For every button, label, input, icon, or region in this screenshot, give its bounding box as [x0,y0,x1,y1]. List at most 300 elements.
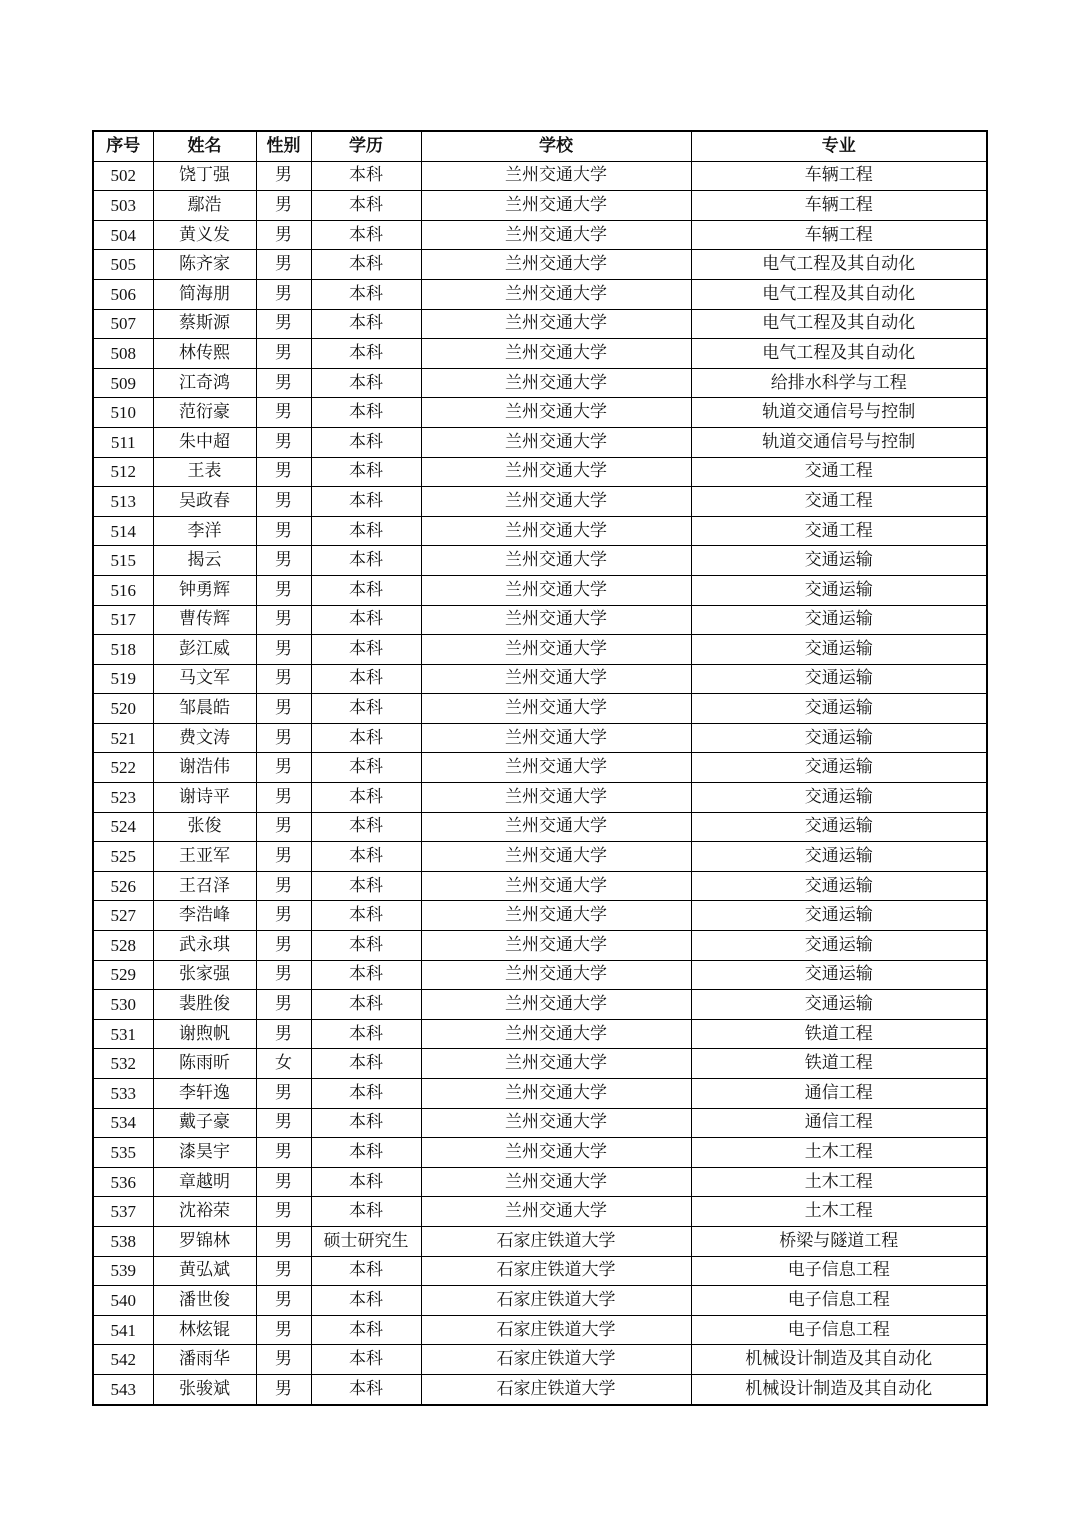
table-row [93,812,987,842]
table-row [93,990,987,1020]
cell-name: 谢煦帆 [153,1019,256,1049]
cell-education: 本科 [311,783,421,813]
cell-gender: 男 [256,368,311,398]
cell-major: 交通工程 [691,487,987,517]
cell-name: 李浩峰 [153,901,256,931]
cell-gender: 男 [256,842,311,872]
table-row [93,753,987,783]
table-row [93,871,987,901]
cell-name: 谢诗平 [153,783,256,813]
cell-name: 王召泽 [153,871,256,901]
cell-gender: 男 [256,575,311,605]
cell-education: 本科 [311,635,421,665]
cell-gender: 男 [256,1345,311,1375]
cell-gender: 男 [256,220,311,250]
table-row [93,368,987,398]
cell-name: 鄢浩 [153,191,256,221]
cell-education: 本科 [311,723,421,753]
cell-major: 车辆工程 [691,191,987,221]
cell-school: 兰州交通大学 [421,250,691,280]
cell-gender: 男 [256,427,311,457]
cell-gender: 男 [256,516,311,546]
cell-major: 交通运输 [691,605,987,635]
cell-major: 交通运输 [691,753,987,783]
cell-serial-no: 516 [93,575,153,605]
cell-gender: 男 [256,309,311,339]
cell-serial-no: 503 [93,191,153,221]
cell-name: 邹晨皓 [153,694,256,724]
table-row [93,309,987,339]
cell-gender: 女 [256,1049,311,1079]
cell-serial-no: 518 [93,635,153,665]
cell-gender: 男 [256,901,311,931]
cell-serial-no: 543 [93,1374,153,1404]
cell-school: 兰州交通大学 [421,664,691,694]
cell-education: 本科 [311,339,421,369]
cell-education: 本科 [311,1138,421,1168]
cell-serial-no: 528 [93,931,153,961]
cell-major: 土木工程 [691,1138,987,1168]
cell-serial-no: 537 [93,1197,153,1227]
header-row [93,131,987,161]
cell-major: 机械设计制造及其自动化 [691,1374,987,1404]
table-row [93,664,987,694]
cell-serial-no: 526 [93,871,153,901]
cell-major: 交通运输 [691,931,987,961]
cell-major: 交通运输 [691,812,987,842]
cell-gender: 男 [256,812,311,842]
cell-name: 潘世俊 [153,1286,256,1316]
table-row [93,427,987,457]
table-row [93,487,987,517]
cell-school: 石家庄铁道大学 [421,1286,691,1316]
cell-major: 电气工程及其自动化 [691,250,987,280]
cell-serial-no: 512 [93,457,153,487]
table-row [93,220,987,250]
cell-serial-no: 531 [93,1019,153,1049]
cell-gender: 男 [256,339,311,369]
cell-education: 本科 [311,191,421,221]
cell-school: 兰州交通大学 [421,694,691,724]
cell-school: 兰州交通大学 [421,1079,691,1109]
cell-gender: 男 [256,694,311,724]
cell-gender: 男 [256,487,311,517]
cell-school: 兰州交通大学 [421,842,691,872]
cell-major: 电子信息工程 [691,1315,987,1345]
cell-gender: 男 [256,1197,311,1227]
cell-school: 兰州交通大学 [421,339,691,369]
table-row [93,635,987,665]
cell-serial-no: 505 [93,250,153,280]
cell-school: 兰州交通大学 [421,398,691,428]
cell-major: 土木工程 [691,1197,987,1227]
cell-education: 本科 [311,1079,421,1109]
cell-education: 本科 [311,398,421,428]
table-row [93,1226,987,1256]
cell-education: 本科 [311,1197,421,1227]
cell-gender: 男 [256,605,311,635]
cell-major: 交通工程 [691,457,987,487]
cell-education: 本科 [311,812,421,842]
cell-name: 钟勇辉 [153,575,256,605]
table-row [93,1374,987,1404]
cell-major: 铁道工程 [691,1049,987,1079]
table-row [93,279,987,309]
cell-gender: 男 [256,635,311,665]
table-row [93,457,987,487]
cell-name: 揭云 [153,546,256,576]
cell-name: 张俊 [153,812,256,842]
cell-serial-no: 519 [93,664,153,694]
cell-name: 章越明 [153,1167,256,1197]
cell-serial-no: 502 [93,161,153,191]
cell-serial-no: 509 [93,368,153,398]
cell-school: 兰州交通大学 [421,279,691,309]
cell-school: 兰州交通大学 [421,457,691,487]
cell-name: 林传熙 [153,339,256,369]
cell-gender: 男 [256,1256,311,1286]
cell-school: 兰州交通大学 [421,871,691,901]
cell-school: 兰州交通大学 [421,368,691,398]
cell-gender: 男 [256,279,311,309]
cell-gender: 男 [256,191,311,221]
table-row [93,931,987,961]
cell-education: 本科 [311,487,421,517]
table-row [93,1345,987,1375]
cell-major: 交通运输 [691,960,987,990]
cell-major: 车辆工程 [691,220,987,250]
table-row [93,575,987,605]
cell-education: 本科 [311,575,421,605]
table-row [93,161,987,191]
cell-serial-no: 538 [93,1226,153,1256]
cell-school: 兰州交通大学 [421,1019,691,1049]
cell-school: 兰州交通大学 [421,1108,691,1138]
cell-school: 兰州交通大学 [421,546,691,576]
cell-serial-no: 527 [93,901,153,931]
cell-serial-no: 524 [93,812,153,842]
cell-name: 马文军 [153,664,256,694]
cell-name: 吴政春 [153,487,256,517]
cell-school: 石家庄铁道大学 [421,1256,691,1286]
cell-major: 桥梁与隧道工程 [691,1226,987,1256]
cell-school: 兰州交通大学 [421,1049,691,1079]
cell-name: 戴子豪 [153,1108,256,1138]
cell-serial-no: 514 [93,516,153,546]
cell-education: 本科 [311,279,421,309]
cell-serial-no: 513 [93,487,153,517]
cell-gender: 男 [256,546,311,576]
cell-school: 兰州交通大学 [421,812,691,842]
cell-education: 本科 [311,250,421,280]
cell-gender: 男 [256,931,311,961]
cell-education: 本科 [311,427,421,457]
cell-name: 彭江威 [153,635,256,665]
cell-major: 交通运输 [691,723,987,753]
table-row [93,339,987,369]
table-row [93,1019,987,1049]
cell-name: 王表 [153,457,256,487]
cell-serial-no: 533 [93,1079,153,1109]
cell-name: 陈雨昕 [153,1049,256,1079]
cell-school: 兰州交通大学 [421,753,691,783]
cell-education: 本科 [311,990,421,1020]
cell-education: 本科 [311,1345,421,1375]
table-row [93,398,987,428]
cell-major: 铁道工程 [691,1019,987,1049]
cell-serial-no: 529 [93,960,153,990]
cell-education: 本科 [311,1049,421,1079]
cell-education: 本科 [311,1019,421,1049]
cell-major: 交通工程 [691,516,987,546]
table-row [93,1256,987,1286]
cell-education: 本科 [311,546,421,576]
cell-serial-no: 534 [93,1108,153,1138]
cell-school: 兰州交通大学 [421,220,691,250]
cell-school: 兰州交通大学 [421,191,691,221]
cell-school: 兰州交通大学 [421,723,691,753]
cell-school: 石家庄铁道大学 [421,1226,691,1256]
table-row [93,1315,987,1345]
cell-name: 朱中超 [153,427,256,457]
cell-gender: 男 [256,1315,311,1345]
cell-name: 谢浩伟 [153,753,256,783]
table-row [93,1138,987,1168]
cell-major: 机械设计制造及其自动化 [691,1345,987,1375]
roster-table [92,130,988,1406]
cell-school: 兰州交通大学 [421,605,691,635]
cell-major: 电气工程及其自动化 [691,309,987,339]
header-major: 专业 [691,131,987,161]
header-school: 学校 [421,131,691,161]
cell-education: 本科 [311,309,421,339]
cell-gender: 男 [256,398,311,428]
cell-serial-no: 508 [93,339,153,369]
table-row [93,723,987,753]
cell-school: 兰州交通大学 [421,309,691,339]
cell-major: 电子信息工程 [691,1256,987,1286]
cell-serial-no: 511 [93,427,153,457]
cell-name: 罗锦林 [153,1226,256,1256]
cell-school: 兰州交通大学 [421,575,691,605]
cell-serial-no: 520 [93,694,153,724]
cell-name: 裴胜俊 [153,990,256,1020]
cell-school: 兰州交通大学 [421,1167,691,1197]
cell-education: 本科 [311,605,421,635]
cell-name: 漆昊宇 [153,1138,256,1168]
cell-education: 本科 [311,1108,421,1138]
cell-school: 石家庄铁道大学 [421,1374,691,1404]
cell-school: 兰州交通大学 [421,901,691,931]
cell-serial-no: 541 [93,1315,153,1345]
cell-gender: 男 [256,1079,311,1109]
cell-major: 通信工程 [691,1108,987,1138]
cell-serial-no: 540 [93,1286,153,1316]
table-row [93,901,987,931]
cell-school: 兰州交通大学 [421,990,691,1020]
cell-school: 兰州交通大学 [421,427,691,457]
cell-education: 本科 [311,931,421,961]
header-education: 学历 [311,131,421,161]
table-row [93,250,987,280]
cell-school: 兰州交通大学 [421,487,691,517]
cell-gender: 男 [256,1286,311,1316]
table-row [93,605,987,635]
header-name: 姓名 [153,131,256,161]
cell-major: 交通运输 [691,783,987,813]
cell-school: 兰州交通大学 [421,516,691,546]
cell-serial-no: 536 [93,1167,153,1197]
cell-name: 曹传辉 [153,605,256,635]
cell-education: 本科 [311,516,421,546]
header-gender: 性别 [256,131,311,161]
table-body [93,161,987,1404]
cell-education: 本科 [311,220,421,250]
table-row [93,960,987,990]
cell-major: 给排水科学与工程 [691,368,987,398]
cell-gender: 男 [256,1226,311,1256]
cell-education: 本科 [311,960,421,990]
cell-name: 陈齐家 [153,250,256,280]
table-row [93,842,987,872]
cell-major: 电子信息工程 [691,1286,987,1316]
cell-name: 费文涛 [153,723,256,753]
cell-serial-no: 525 [93,842,153,872]
cell-serial-no: 506 [93,279,153,309]
cell-gender: 男 [256,960,311,990]
table-row [93,1079,987,1109]
cell-gender: 男 [256,1138,311,1168]
cell-name: 李洋 [153,516,256,546]
cell-major: 交通运输 [691,635,987,665]
cell-gender: 男 [256,664,311,694]
cell-gender: 男 [256,783,311,813]
cell-gender: 男 [256,250,311,280]
cell-school: 兰州交通大学 [421,931,691,961]
table-row [93,516,987,546]
table-row [93,1167,987,1197]
cell-serial-no: 523 [93,783,153,813]
cell-serial-no: 522 [93,753,153,783]
cell-name: 武永琪 [153,931,256,961]
cell-major: 交通运输 [691,871,987,901]
table-row [93,546,987,576]
cell-major: 电气工程及其自动化 [691,339,987,369]
cell-major: 通信工程 [691,1079,987,1109]
cell-name: 蔡斯源 [153,309,256,339]
cell-education: 本科 [311,694,421,724]
cell-major: 交通运输 [691,842,987,872]
cell-name: 张家强 [153,960,256,990]
cell-school: 兰州交通大学 [421,1197,691,1227]
cell-school: 石家庄铁道大学 [421,1315,691,1345]
cell-gender: 男 [256,1374,311,1404]
cell-name: 沈裕荣 [153,1197,256,1227]
cell-school: 兰州交通大学 [421,1138,691,1168]
cell-major: 电气工程及其自动化 [691,279,987,309]
cell-education: 本科 [311,368,421,398]
cell-major: 交通运输 [691,546,987,576]
cell-serial-no: 510 [93,398,153,428]
cell-name: 饶丁强 [153,161,256,191]
cell-gender: 男 [256,990,311,1020]
cell-education: 本科 [311,842,421,872]
cell-gender: 男 [256,753,311,783]
cell-major: 交通运输 [691,694,987,724]
cell-school: 石家庄铁道大学 [421,1345,691,1375]
cell-gender: 男 [256,1108,311,1138]
cell-major: 交通运输 [691,901,987,931]
cell-gender: 男 [256,1019,311,1049]
table-row [93,191,987,221]
cell-serial-no: 542 [93,1345,153,1375]
cell-education: 本科 [311,161,421,191]
cell-gender: 男 [256,457,311,487]
cell-gender: 男 [256,1167,311,1197]
cell-name: 王亚军 [153,842,256,872]
cell-major: 车辆工程 [691,161,987,191]
table-row [93,1108,987,1138]
table-row [93,694,987,724]
cell-education: 本科 [311,753,421,783]
cell-serial-no: 507 [93,309,153,339]
cell-name: 黄弘斌 [153,1256,256,1286]
cell-education: 本科 [311,871,421,901]
table-row [93,1197,987,1227]
cell-name: 黄义发 [153,220,256,250]
cell-education: 本科 [311,664,421,694]
cell-name: 潘雨华 [153,1345,256,1375]
cell-school: 兰州交通大学 [421,635,691,665]
cell-education: 本科 [311,1374,421,1404]
cell-serial-no: 530 [93,990,153,1020]
cell-education: 硕士研究生 [311,1226,421,1256]
cell-education: 本科 [311,1167,421,1197]
cell-major: 交通运输 [691,575,987,605]
cell-gender: 男 [256,161,311,191]
cell-education: 本科 [311,1256,421,1286]
cell-major: 交通运输 [691,990,987,1020]
cell-serial-no: 539 [93,1256,153,1286]
cell-serial-no: 515 [93,546,153,576]
cell-serial-no: 504 [93,220,153,250]
table-row [93,1049,987,1079]
cell-serial-no: 521 [93,723,153,753]
cell-name: 范衍豪 [153,398,256,428]
cell-name: 简海朋 [153,279,256,309]
cell-school: 兰州交通大学 [421,783,691,813]
cell-school: 兰州交通大学 [421,161,691,191]
cell-school: 兰州交通大学 [421,960,691,990]
cell-serial-no: 532 [93,1049,153,1079]
cell-name: 李轩逸 [153,1079,256,1109]
cell-name: 张骏斌 [153,1374,256,1404]
cell-education: 本科 [311,1315,421,1345]
header-serial-no: 序号 [93,131,153,161]
cell-education: 本科 [311,901,421,931]
cell-serial-no: 535 [93,1138,153,1168]
cell-major: 轨道交通信号与控制 [691,427,987,457]
cell-gender: 男 [256,871,311,901]
cell-education: 本科 [311,1286,421,1316]
cell-major: 土木工程 [691,1167,987,1197]
cell-major: 轨道交通信号与控制 [691,398,987,428]
cell-name: 林炫锟 [153,1315,256,1345]
cell-major: 交通运输 [691,664,987,694]
cell-serial-no: 517 [93,605,153,635]
cell-gender: 男 [256,723,311,753]
cell-education: 本科 [311,457,421,487]
